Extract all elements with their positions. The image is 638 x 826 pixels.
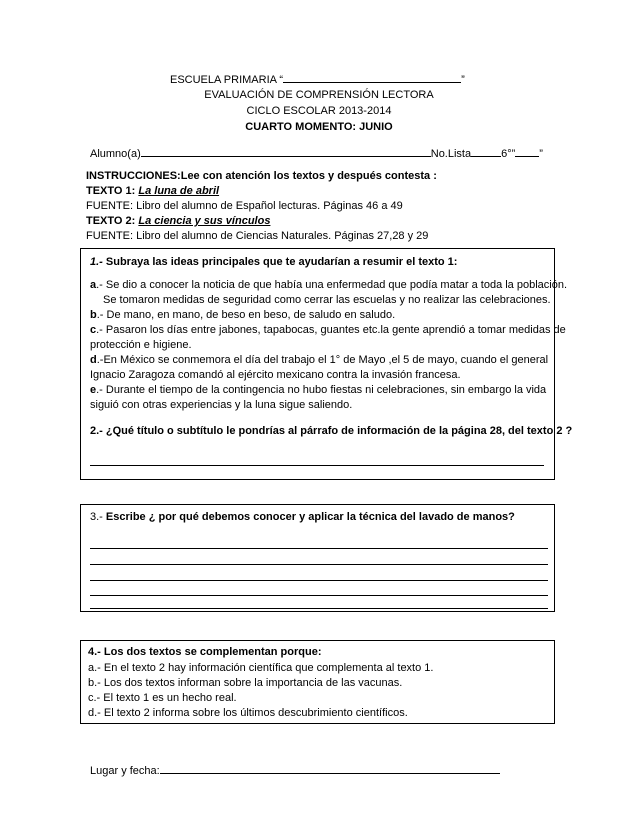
- q3-answer-line[interactable]: [90, 548, 548, 549]
- q4-prompt: 4.- Los dos textos se complementan porque:: [88, 646, 322, 658]
- q3-answer-line[interactable]: [90, 580, 548, 581]
- eval-title: EVALUACIÓN DE COMPRENSIÓN LECTORA: [204, 89, 434, 101]
- text2-label: TEXTO 2:: [86, 215, 136, 227]
- text2-title: La ciencia y sus vínculos: [138, 215, 271, 227]
- q1-option-d[interactable]: d.-En México se conmemora el día del trabajo el 1° de Mayo ,el 5 de mayo, cuando el general: [90, 354, 549, 366]
- lista-field[interactable]: [471, 147, 501, 157]
- grade-close-quote: ”: [539, 148, 543, 160]
- q1-option-a[interactable]: a.- Se dio a conocer la noticia de que había una enfermedad que podía matar a toda la población.: [90, 279, 568, 291]
- instructions-label: INSTRUCCIONES:Lee con atención los textos y después contesta :: [86, 170, 437, 182]
- q1-number: 1.-: [90, 256, 103, 268]
- q1-option-c[interactable]: c.- Pasaron los días entre jabones, tapabocas, guantes etc.la gente aprendió a tomar medidas de: [90, 324, 566, 336]
- q2-answer-line[interactable]: [90, 465, 544, 466]
- place-date-line: [90, 764, 500, 777]
- q4-option-c[interactable]: c.- El texto 1 es un hecho real.: [88, 692, 237, 704]
- text2-line: [86, 215, 270, 227]
- q4-option-b[interactable]: b.- Los dos textos informan sobre la importancia de las vacunas.: [88, 677, 403, 689]
- alumno-field[interactable]: [141, 147, 431, 157]
- q1-option-a-cont[interactable]: Se tomaron medidas de seguridad como cerrar las escuelas y no realizar las celebraciones.: [103, 294, 551, 306]
- school-prefix: ESCUELA PRIMARIA “: [170, 74, 284, 86]
- text1-label: TEXTO 1:: [86, 185, 136, 197]
- q3-answer-line[interactable]: [90, 595, 548, 596]
- q3-answer-line[interactable]: [90, 608, 548, 609]
- q4-option-d[interactable]: d.- El texto 2 informa sobre los últimos descubrimiento científicos.: [88, 707, 408, 719]
- school-suffix: ”: [461, 74, 465, 86]
- q3-number: 3.-: [90, 511, 103, 523]
- q3-prompt: Escribe ¿ por qué debemos conocer y aplicar la técnica del lavado de manos?: [105, 511, 515, 523]
- q3-prompt-line: [90, 511, 515, 523]
- q2-prompt: 2.- ¿Qué título o subtítulo le pondrías al párrafo de información de la página 28, del texto 2 ?: [90, 425, 573, 437]
- lista-label: No.Lista: [430, 148, 472, 160]
- text1-source: FUENTE: Libro del alumno de Español lecturas. Páginas 46 a 49: [86, 200, 403, 212]
- cycle: CICLO ESCOLAR 2013-2014: [246, 105, 392, 117]
- q1-option-e[interactable]: e.- Durante el tiempo de la contingencia no hubo fiestas ni celebraciones, sin embargo la vida: [90, 384, 547, 396]
- place-date-field[interactable]: [160, 764, 500, 774]
- school-name-field[interactable]: [283, 73, 461, 83]
- grade-label: 6°”: [501, 148, 516, 160]
- q4-option-a[interactable]: a.- En el texto 2 hay información científica que complementa al texto 1.: [88, 662, 434, 674]
- q1-option-e-cont[interactable]: siguió con otras experiencias y la luna sigue saliendo.: [90, 399, 353, 411]
- q1-prompt: Subraya las ideas principales que te ayudarían a resumir el texto 1:: [105, 256, 458, 268]
- alumno-label: Alumno(a): [90, 148, 141, 160]
- school-line: [170, 73, 465, 86]
- q1-option-d-cont[interactable]: Ignacio Zaragoza comandó al ejército mexicano contra la invasión francesa.: [90, 369, 461, 381]
- q3-answer-line[interactable]: [90, 564, 548, 565]
- student-line: [90, 147, 543, 160]
- text1-line: [86, 185, 219, 197]
- q1-option-b[interactable]: b.- De mano, en mano, de beso en beso, de saludo en saludo.: [90, 309, 396, 321]
- text1-title: La luna de abril: [138, 185, 220, 197]
- q1-prompt-line: [90, 256, 457, 268]
- q1-option-c-cont[interactable]: protección e higiene.: [90, 339, 192, 351]
- text2-source: FUENTE: Libro del alumno de Ciencias Naturales. Páginas 27,28 y 29: [86, 230, 429, 242]
- place-date-label: Lugar y fecha:: [90, 765, 160, 777]
- group-field[interactable]: [515, 147, 539, 157]
- moment: CUARTO MOMENTO: JUNIO: [245, 121, 393, 133]
